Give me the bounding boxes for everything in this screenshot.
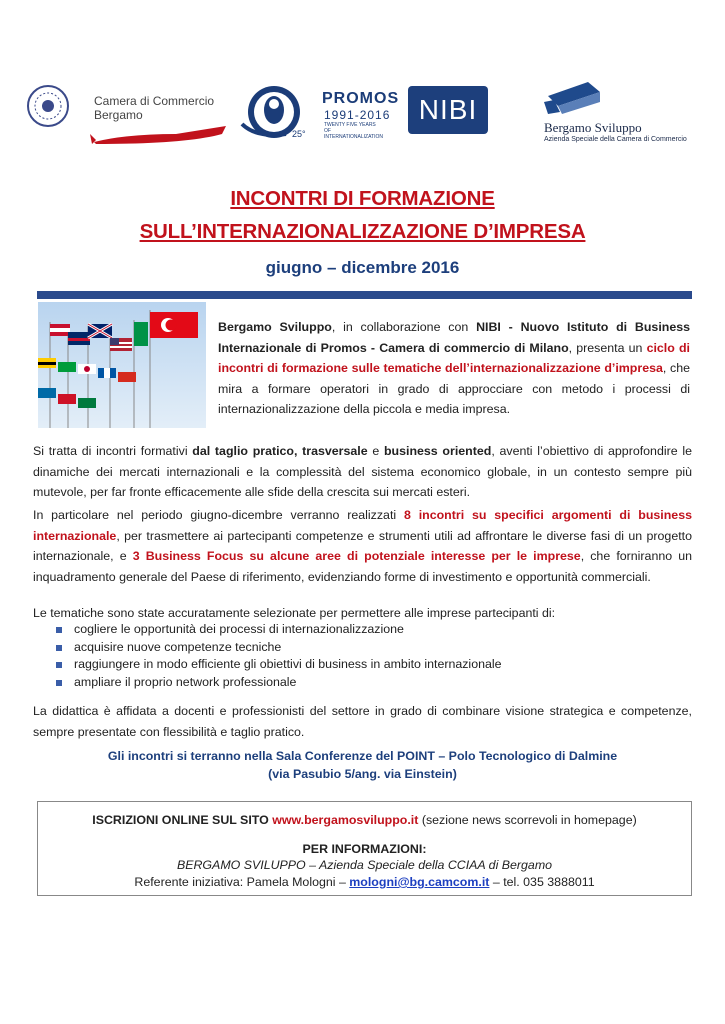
title-line-1: INCONTRI DI FORMAZIONE (230, 187, 495, 210)
promos-emblem-icon (236, 84, 318, 140)
intro-text-1: , in collaborazione con (331, 320, 477, 334)
objectives-list (56, 621, 676, 691)
paragraph-3: Le tematiche sono state accuratamente selezionate per permettere alle imprese partecipanti di: (33, 606, 556, 620)
list-item (56, 656, 676, 674)
bullet-icon (56, 662, 62, 668)
venue-line-2: (via Pasubio 5/ang. via Einstein) (268, 767, 457, 781)
date-range: giugno – dicembre 2016 (265, 258, 460, 277)
info-organization: BERGAMO SVILUPPO – Azienda Speciale della CCIAA di Bergamo (176, 858, 553, 872)
p1-bold-1: dal taglio pratico, trasversale (192, 444, 368, 458)
p2-text-1: In particolare nel periodo giugno-dicembre verranno realizzati (33, 508, 404, 522)
paragraph-4: La didattica è affidata a docenti e professionisti del settore in grado di combinare visione strategica e competenze, sempre presentate con flessibilità e taglio pratico. (33, 704, 692, 739)
bullet-icon (56, 627, 62, 633)
bs-subtitle: Azienda Speciale della Camera di Commercio (544, 136, 687, 143)
p1-text-1: Si tratta di incontri formativi (33, 444, 193, 458)
bergamo-sviluppo-mark-icon (544, 78, 604, 116)
promos-subtitle: TWENTY FIVE YEARS OF INTERNATIONALIZATION (324, 122, 383, 140)
list-item-text: cogliere le opportunità dei processi di internazionalizzazione (74, 622, 404, 636)
bullet-icon (56, 680, 62, 686)
intro-highlight: ciclo di incontri di formazione sulle tematiche dell’internazionalizzazione d’impresa (218, 340, 690, 375)
seal-icon (26, 84, 70, 128)
camera-di-commercio-logo (26, 84, 216, 144)
list-item-text: ampliare il proprio network professionale (74, 674, 297, 689)
paragraph-1 (33, 441, 692, 503)
contact-line (37, 873, 692, 891)
list-item-text: raggiungere in modo efficiente gli obiettivi di business in ambito internazionale (74, 657, 502, 671)
bergamo-sviluppo-logo (542, 78, 692, 148)
p2-highlight-2: 3 Business Focus su alcune aree di potenziale interesse per le imprese (132, 549, 581, 563)
promos-logo (236, 84, 404, 140)
bs-name: Bergamo Sviluppo (544, 120, 642, 135)
bullet-icon (56, 645, 62, 651)
list-item-text: acquisire nuove competenze tecniche (74, 639, 282, 654)
intro-org: Bergamo Sviluppo (218, 320, 332, 334)
p2-text-3: , che forniranno un inquadramento generale del Paese di riferimento, evidenziando forme di investimento e opportunità commerciali. (33, 549, 692, 584)
nibi-logo: NIBI (408, 86, 488, 134)
contact-phone: – tel. 035 3888011 (489, 875, 595, 889)
list-item (56, 674, 676, 692)
p1-bold-2: business oriented (383, 444, 492, 458)
registration-note: (sezione news scorrevoli in homepage) (418, 813, 637, 827)
paragraph-2 (33, 505, 692, 587)
email-link[interactable]: mologni@bg.camcom.it (349, 875, 490, 889)
promos-badge: 25° (292, 129, 306, 139)
p1-text-2: e (367, 444, 384, 458)
venue-line-1: Gli incontri si terranno nella Sala Conferenze del POINT – Polo Tecnologico di Dalmine (107, 749, 618, 763)
intro-text-2: , presenta un (568, 340, 647, 355)
website-link[interactable]: www.bergamosviluppo.it (272, 813, 419, 827)
p2-text-2: , per trasmettere ai partecipanti competenze e strumenti utili ad affrontare le diverse fasi di un progetto internazionale, e (33, 528, 692, 563)
p2-highlight-1: 8 incontri su specifici argomenti di business internazionale (33, 508, 692, 543)
registration-label: ISCRIZIONI ONLINE SUL SITO (92, 813, 273, 827)
p1-text-3: , aventi l’obiettivo di approfondire le dinamiche dei mercati internazionali e la complessità del sistema economico globale, in un contesto sempre più mutevole, per far fronte efficacemente alle sfide della crescita sui mercati esteri. (33, 444, 692, 499)
promos-word: PROMOS (322, 90, 400, 107)
intro-text-3: , che mira a formare operatori in grado di approcciare con metodo i processi di internazionalizzazione della piccola e media impresa. (218, 361, 690, 416)
divider-bar (37, 291, 692, 299)
flags-photo (38, 302, 206, 428)
flags-image-icon (38, 302, 206, 428)
list-item (56, 621, 676, 639)
cdc-name: Camera di Commercio (94, 94, 215, 108)
promos-years: 1991-2016 (324, 108, 391, 122)
contact-label: Referente iniziativa: Pamela Mologni – (134, 875, 350, 889)
info-title: PER INFORMAZIONI: (302, 842, 427, 856)
intro-partner: NIBI - Nuovo Istituto di Business Internazionale di Promos - Camera di commercio di Milano (218, 320, 690, 355)
title-line-2: SULL’INTERNAZIONALIZZAZIONE D’IMPRESA (139, 220, 586, 243)
cdc-city: Bergamo (94, 108, 143, 122)
registration-line (37, 811, 692, 829)
intro-paragraph (218, 317, 690, 420)
list-item (56, 639, 676, 657)
